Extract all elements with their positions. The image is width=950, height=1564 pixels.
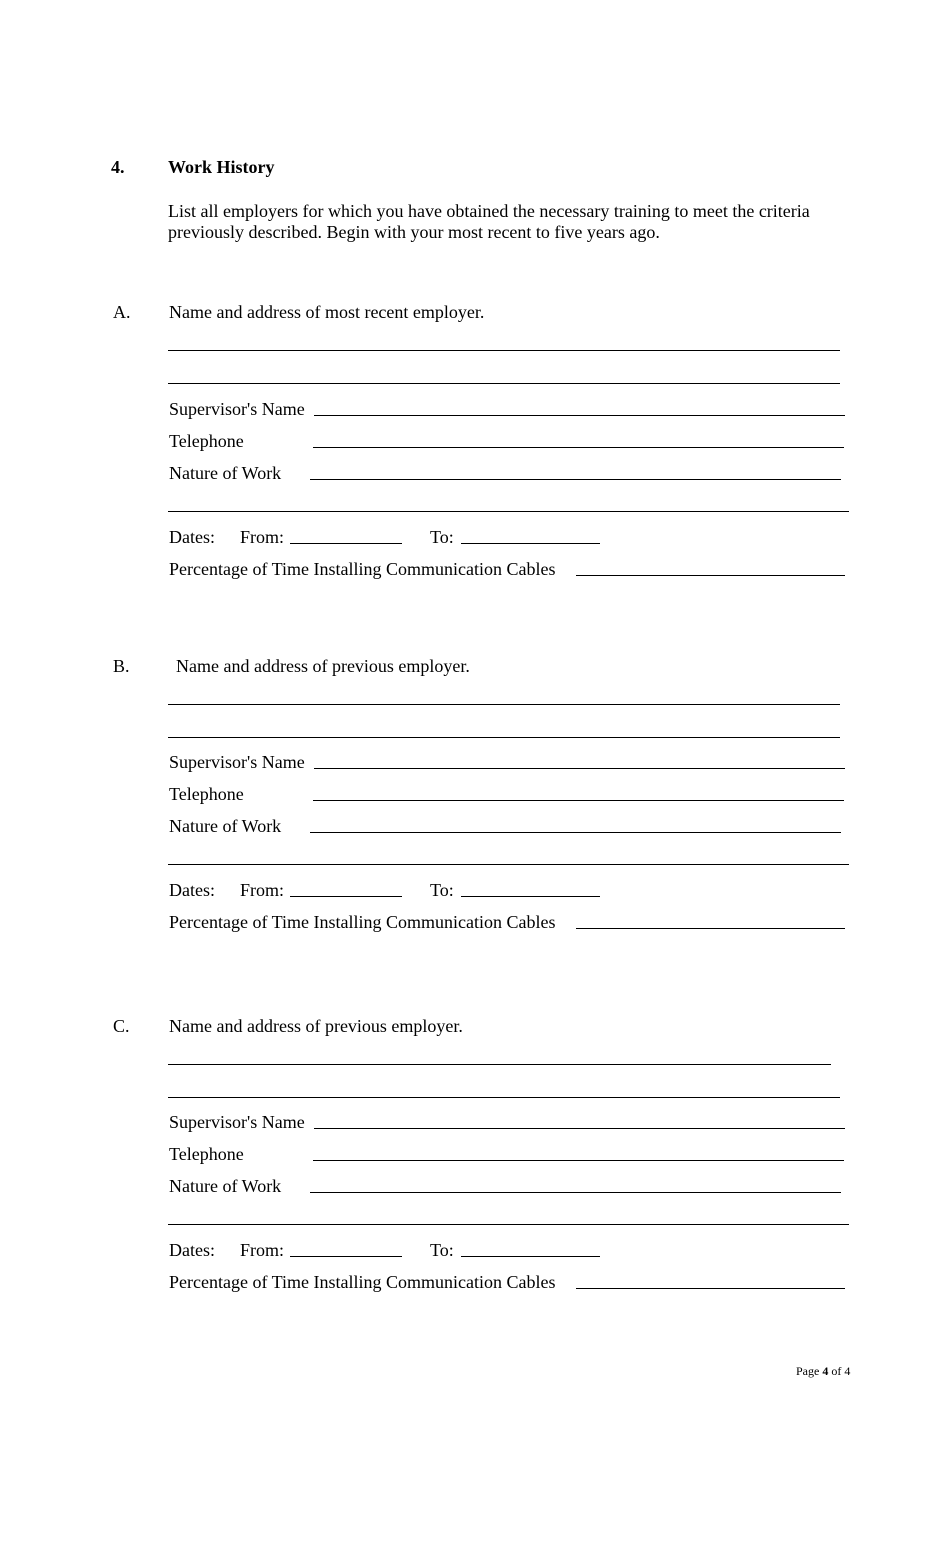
section-title: Work History — [168, 157, 275, 177]
telephone-label: Telephone — [169, 1144, 244, 1164]
employer-letter: C. — [113, 1016, 130, 1036]
supervisor-label: Supervisor's Name — [169, 399, 305, 419]
dates-label: Dates: — [169, 527, 215, 547]
telephone-field[interactable] — [313, 1160, 844, 1161]
to-date-field[interactable] — [461, 543, 600, 544]
supervisor-field[interactable] — [314, 1128, 845, 1129]
nature-field-continued[interactable] — [168, 864, 849, 865]
telephone-label: Telephone — [169, 431, 244, 451]
supervisor-label: Supervisor's Name — [169, 752, 305, 772]
percentage-field[interactable] — [576, 1288, 845, 1289]
nature-field-continued[interactable] — [168, 1224, 849, 1225]
employer-heading: Name and address of most recent employer. — [169, 302, 485, 322]
section-number: 4. — [111, 157, 125, 177]
from-date-field[interactable] — [290, 543, 402, 544]
nature-label: Nature of Work — [169, 463, 282, 483]
from-label: From: — [240, 1240, 285, 1260]
from-date-field[interactable] — [290, 1256, 402, 1257]
address-line-1[interactable] — [168, 350, 840, 351]
nature-label: Nature of Work — [169, 1176, 282, 1196]
nature-field-continued[interactable] — [168, 511, 849, 512]
percentage-label: Percentage of Time Installing Communication Cables — [169, 912, 556, 932]
page-current: 4 — [822, 1364, 829, 1378]
to-label: To: — [430, 527, 454, 547]
address-line-1[interactable] — [168, 704, 840, 705]
page-number — [796, 1364, 850, 1379]
dates-label: Dates: — [169, 880, 215, 900]
from-date-field[interactable] — [290, 896, 402, 897]
telephone-field[interactable] — [313, 447, 844, 448]
telephone-label: Telephone — [169, 784, 244, 804]
from-label: From: — [240, 527, 285, 547]
percentage-label: Percentage of Time Installing Communication Cables — [169, 559, 556, 579]
supervisor-field[interactable] — [314, 415, 845, 416]
supervisor-field[interactable] — [314, 768, 845, 769]
dates-label: Dates: — [169, 1240, 215, 1260]
to-date-field[interactable] — [461, 1256, 600, 1257]
nature-field[interactable] — [310, 479, 841, 480]
nature-field[interactable] — [310, 832, 841, 833]
employer-letter: A. — [113, 302, 131, 322]
percentage-label: Percentage of Time Installing Communication Cables — [169, 1272, 556, 1292]
from-label: From: — [240, 880, 285, 900]
percentage-field[interactable] — [576, 928, 845, 929]
nature-label: Nature of Work — [169, 816, 282, 836]
page-total: 4 — [844, 1364, 851, 1378]
employer-heading: Name and address of previous employer. — [176, 656, 470, 676]
address-line-2[interactable] — [168, 1097, 840, 1098]
telephone-field[interactable] — [313, 800, 844, 801]
page-of: of — [831, 1364, 842, 1378]
supervisor-label: Supervisor's Name — [169, 1112, 305, 1132]
address-line-2[interactable] — [168, 737, 840, 738]
percentage-field[interactable] — [576, 575, 845, 576]
section-instructions: List all employers for which you have obtained the necessary training to meet the criteria previously described. Begin with your most recent to five years ago. — [168, 201, 810, 242]
employer-letter: B. — [113, 656, 130, 676]
to-label: To: — [430, 880, 454, 900]
nature-field[interactable] — [310, 1192, 841, 1193]
to-date-field[interactable] — [461, 896, 600, 897]
employer-heading: Name and address of previous employer. — [169, 1016, 463, 1036]
page-prefix: Page — [796, 1364, 820, 1378]
address-line-1[interactable] — [168, 1064, 831, 1065]
to-label: To: — [430, 1240, 454, 1260]
address-line-2[interactable] — [168, 383, 840, 384]
